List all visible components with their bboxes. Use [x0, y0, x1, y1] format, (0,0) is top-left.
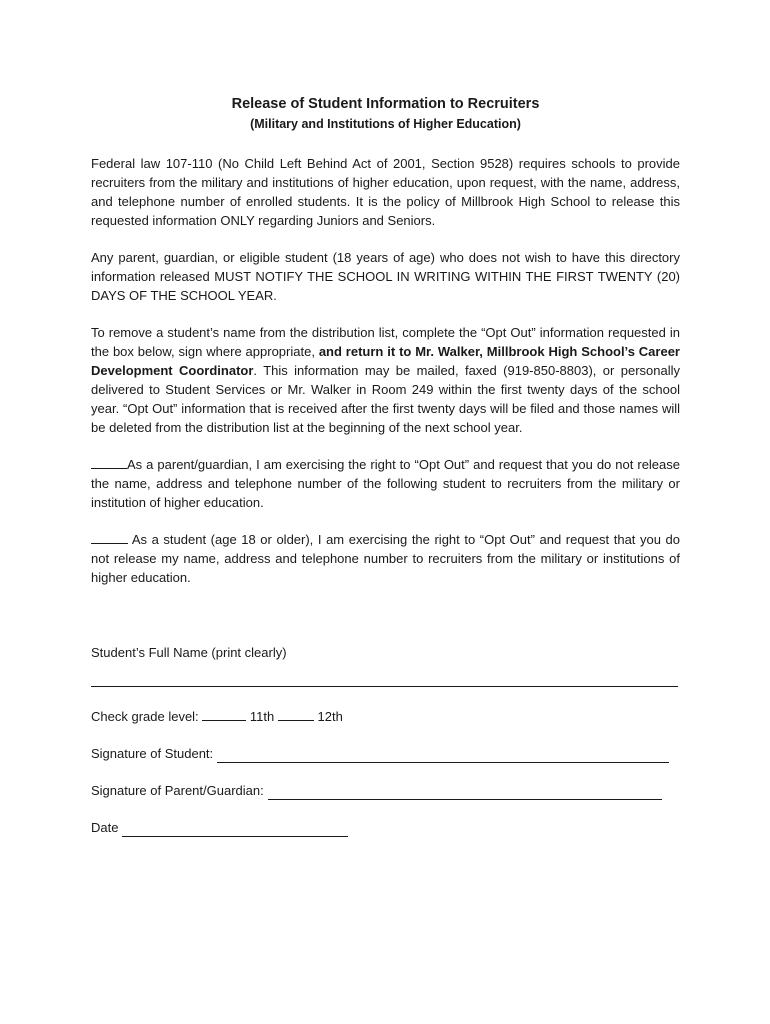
option-student-text: As a student (age 18 or older), I am exercising the right to “Opt Out” and request that you do not release my name, address and telephone number to recruiters from the military or institutions of higher education. [91, 532, 680, 585]
grade-12-blank[interactable] [278, 708, 314, 721]
student-signature-row [91, 744, 680, 763]
paragraph-remove-start: To remove a student’s name from the distribution list, complete the “Opt Out” information requested in the box below, sign where appropriate, [91, 325, 680, 359]
student-signature-label: Signature of Student: [91, 746, 214, 761]
grade-12-label: 12th [317, 709, 343, 724]
document-title: Release of Student Information to Recruiters [231, 96, 540, 112]
option-parent-text: As a parent/guardian, I am exercising the right to “Opt Out” and request that you do not release the name, address and telephone number of the following student to recruiters from the military or institution of higher education. [91, 457, 680, 510]
date-row [91, 818, 680, 837]
option-parent [91, 455, 680, 512]
paragraph-federal-law: Federal law 107-110 (No Child Left Behind Act of 2001, Section 9528) requires schools to provide recruiters from the military and institutions of higher education, upon request, with the name, address, and telephone number of enrolled students. It is the policy of Millbrook High School to release this requested information ONLY regarding Juniors and Seniors. [91, 156, 680, 228]
paragraph-remove-end: . This information may be mailed, faxed (919-850-8803), or personally delivered to Student Services or Mr. Walker in Room 249 within the first twenty days of the school year. “Opt Out” information that is received after the first twenty days will be filed and those names will be deleted from the distribution list at the beginning of the next school year. [91, 363, 681, 435]
paragraph-remove-instructions [91, 323, 680, 437]
grade-level-label: Check grade level: [91, 709, 199, 724]
date-label: Date [91, 820, 119, 835]
document-subtitle: (Military and Institutions of Higher Education) [250, 117, 521, 131]
student-signature-field[interactable] [217, 748, 669, 763]
grade-level-row [91, 707, 680, 726]
grade-11-label: 11th [249, 709, 275, 724]
paragraph-remove-contact: and return it to Mr. Walker, Millbrook High School’s Career Development Coordinator [91, 344, 680, 378]
parent-signature-label: Signature of Parent/Guardian: [91, 783, 264, 798]
parent-signature-field[interactable] [268, 785, 662, 800]
parent-signature-row [91, 781, 680, 800]
full-name-field[interactable] [91, 686, 678, 687]
date-field[interactable] [122, 822, 348, 837]
document-page [91, 95, 680, 837]
option-student [91, 530, 680, 587]
parent-optout-blank[interactable] [91, 456, 127, 469]
grade-11-blank[interactable] [202, 708, 246, 721]
full-name-label: Student’s Full Name (print clearly) [91, 645, 287, 660]
student-optout-blank[interactable] [91, 531, 128, 544]
paragraph-notify: Any parent, guardian, or eligible student (18 years of age) who does not wish to have this directory information released MUST NOTIFY THE SCHOOL IN WRITING WITHIN THE FIRST TWENTY (20) DAYS OF THE SCHOOL YEAR. [91, 250, 680, 303]
